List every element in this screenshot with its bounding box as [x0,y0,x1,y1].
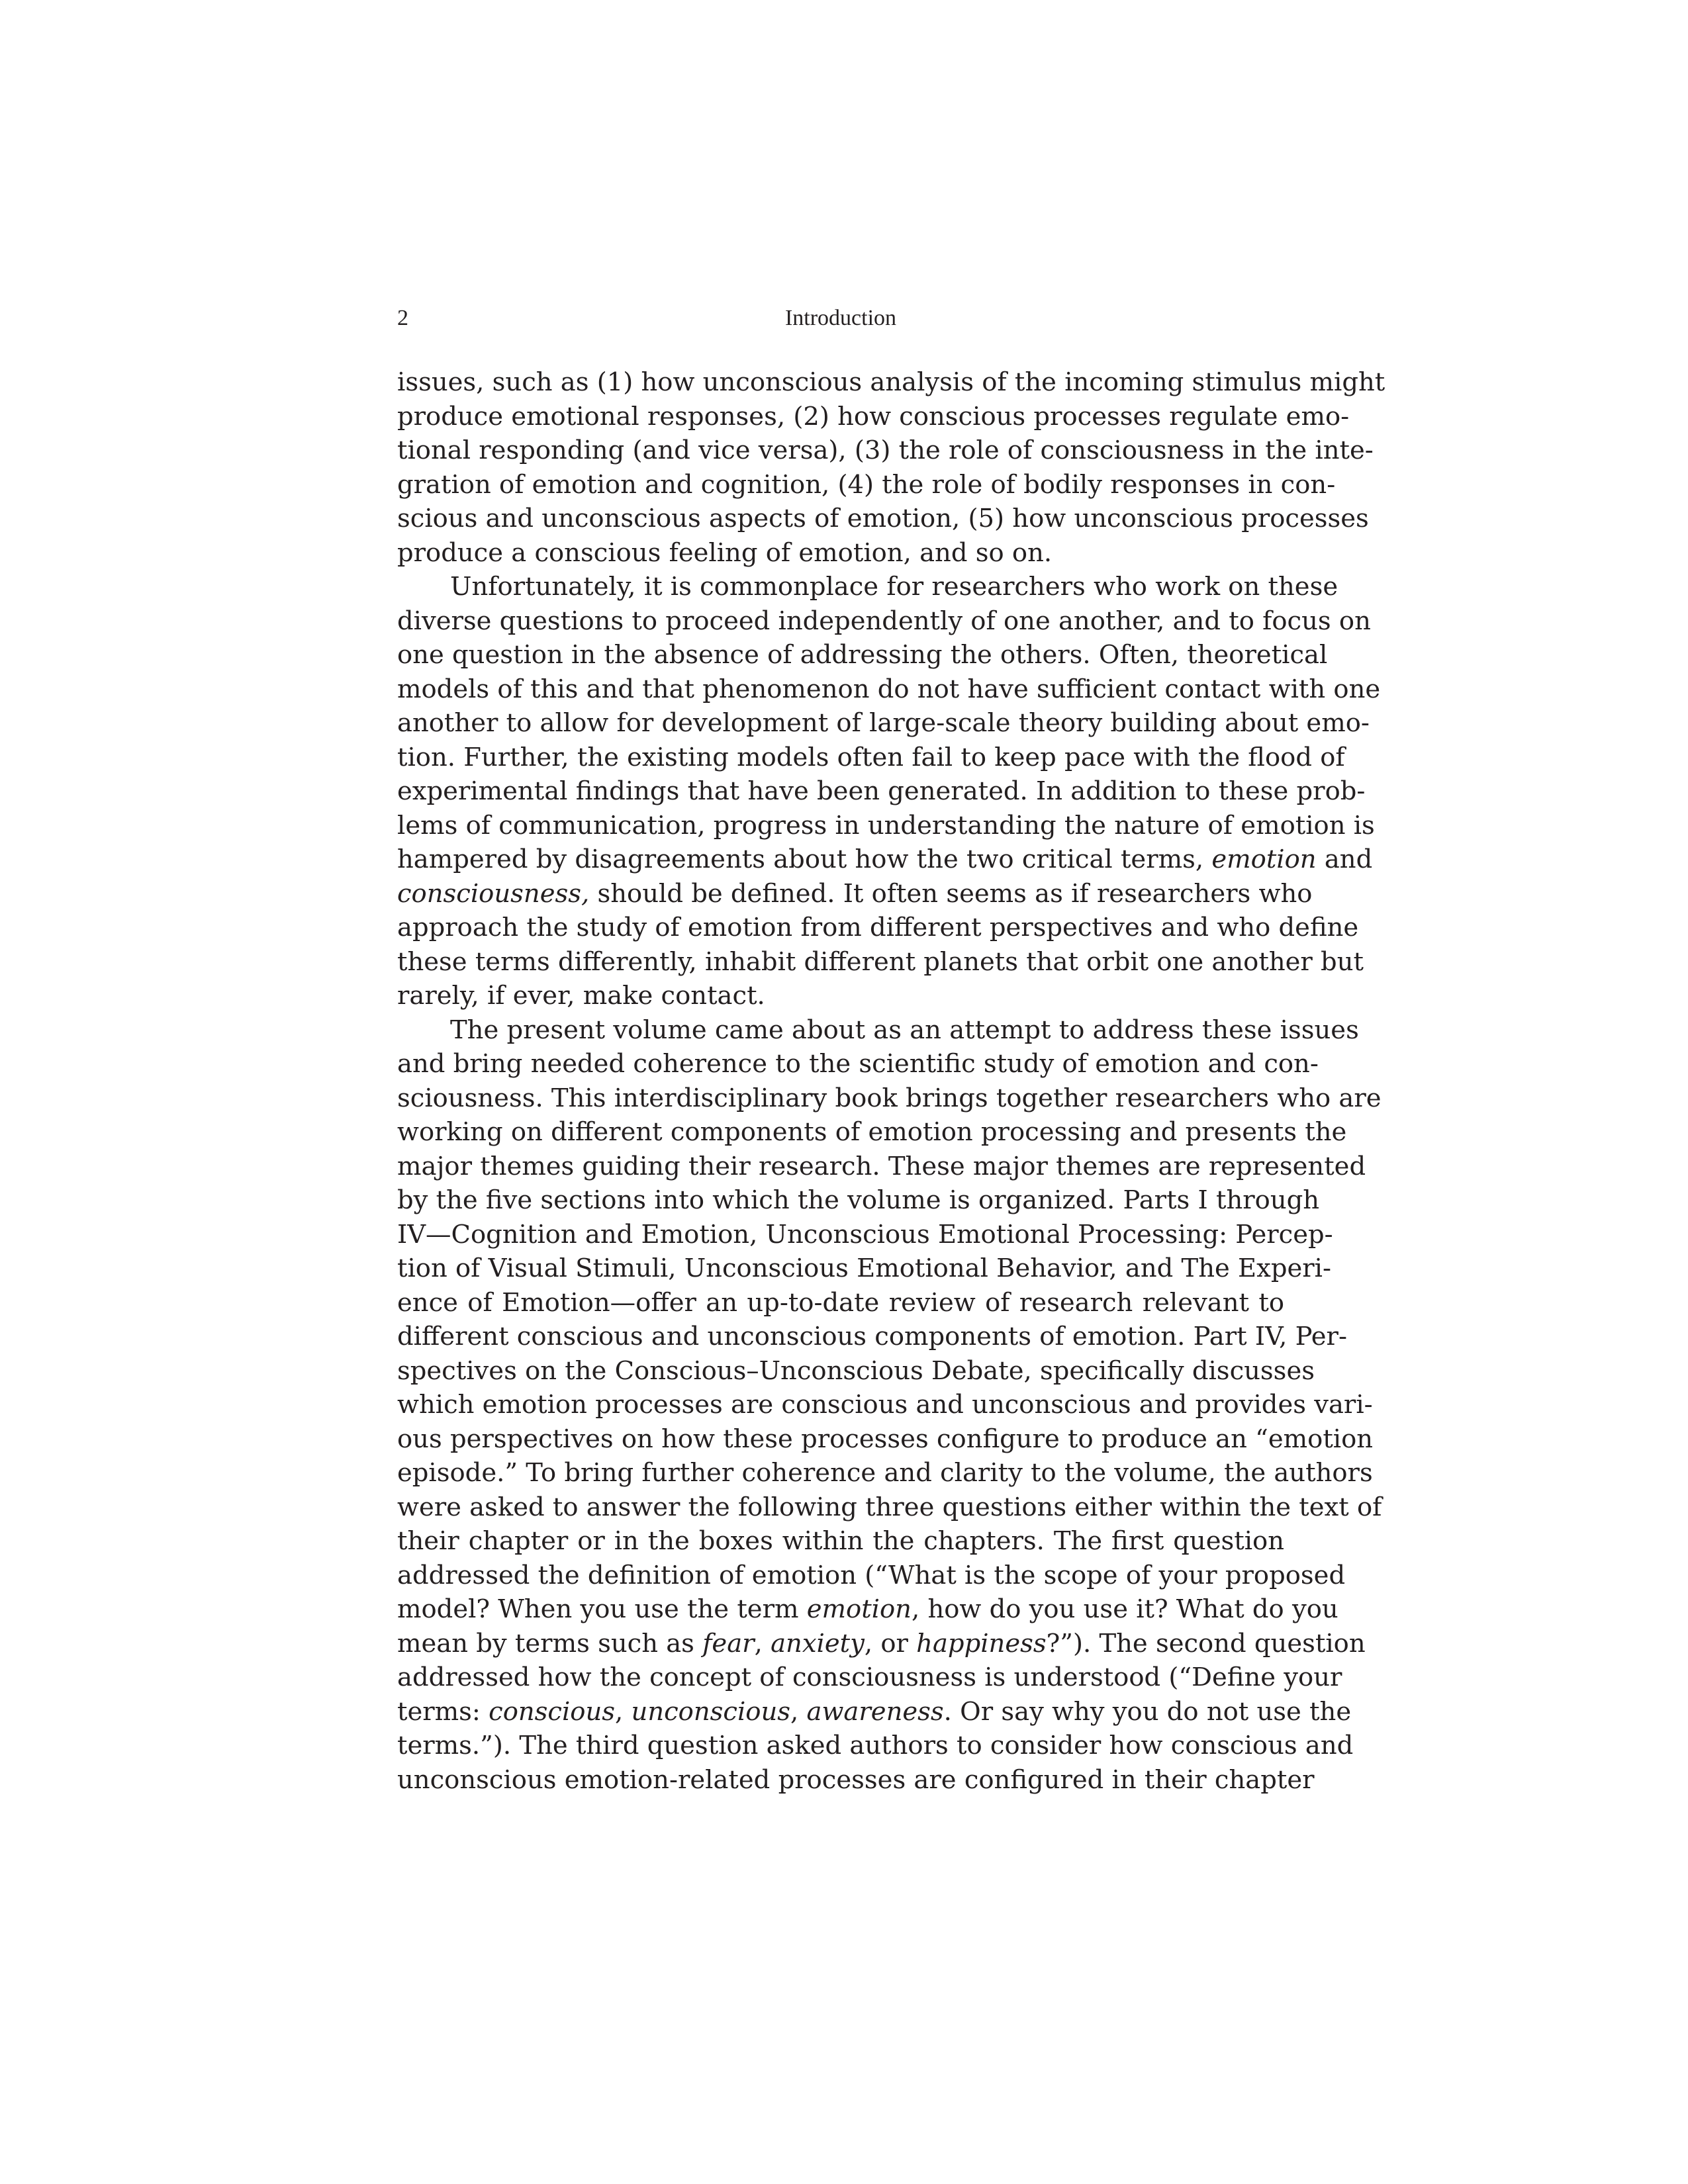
text-line [397,638,1328,672]
italic-term: anxiety [771,1628,865,1659]
text-run: by the five sections into which the volume is organized. Parts I through [397,1185,1320,1215]
text-run: different conscious and unconscious components of emotion. Part IV, Per- [397,1322,1347,1351]
text-line [397,1150,1366,1184]
text-run: terms.”). The third question asked authors to consider how conscious and [397,1731,1354,1760]
text-run: should be defined. It often seems as if researchers who [589,878,1313,909]
italic-term: emotion [1211,844,1317,874]
text-run: sciousness. This interdisciplinary book brings together researchers who are [397,1083,1382,1113]
text-run: ence of Emotion—offer an up-to-date review of research relevant to [397,1287,1284,1318]
text-run: . Or say why you do not use the [943,1696,1352,1727]
text-line [397,1354,1315,1388]
text-line [397,1320,1347,1354]
text-line [397,604,1371,639]
text-line [397,774,1366,809]
text-run: another to allow for development of large-scale theory building about emo- [397,708,1370,738]
text-run: tion of Visual Stimuli, Unconscious Emotional Behavior, and The Experi- [397,1253,1331,1283]
text-line [397,365,1385,400]
text-line [397,809,1375,843]
text-run: , how do you use it? What do you [911,1594,1338,1624]
text-line [397,1081,1382,1116]
text-run: produce a conscious feeling of emotion, and so on. [397,537,1053,568]
text-line [397,706,1370,741]
text-run: , [754,1628,771,1659]
paragraph [397,570,1381,1013]
text-run: rarely, if ever, make contact. [397,981,765,1011]
text-line [397,570,1338,604]
text-run: produce emotional responses, (2) how conscious processes regulate emo- [397,401,1350,432]
text-run: addressed how the concept of consciousness is understood (“Define your [397,1662,1342,1692]
text-run: models of this and that phenomenon do not have sufficient contact with one [397,674,1381,704]
text-line [397,1592,1338,1627]
text-run: experimental findings that have been generated. In addition to these prob- [397,776,1366,806]
text-line [397,945,1364,979]
text-line [397,1218,1333,1252]
italic-term: conscious [489,1696,616,1727]
text-line [397,502,1369,536]
text-run: , [790,1696,807,1727]
paragraph [397,1013,1382,1797]
text-run: IV—Cognition and Emotion, Unconscious Emotional Processing: Percep- [397,1219,1333,1250]
text-line [397,1115,1347,1150]
italic-term: consciousness, [397,878,590,909]
text-run: lems of communication, progress in understanding the nature of emotion is [397,810,1375,841]
text-line [397,877,1313,911]
text-line [397,741,1345,775]
text-run: and [1316,844,1373,874]
text-line [397,1456,1373,1490]
text-run: terms: [397,1696,489,1727]
text-line [397,1047,1319,1081]
text-line [397,672,1381,707]
running-head-title: Introduction [784,306,897,330]
text-line [397,400,1350,434]
text-line [397,1251,1331,1286]
running-head [397,302,1284,335]
text-run: these terms differently, inhabit different planets that orbit one another but [397,946,1364,977]
book-page [397,302,1385,1797]
italic-term: emotion [806,1594,912,1624]
text-line [397,1763,1315,1797]
text-run: hampered by disagreements about how the two critical terms, [397,844,1212,874]
text-run: diverse questions to proceed independently of one another, and to focus on [397,606,1371,636]
text-line [397,1695,1352,1729]
text-run: major themes guiding their research. These major themes are represented [397,1151,1366,1181]
text-run: ous perspectives on how these processes configure to produce an “emotion [397,1424,1374,1454]
text-run: , or [864,1628,917,1659]
text-run: scious and unconscious aspects of emotion, (5) how unconscious processes [397,504,1369,533]
text-line [397,1559,1346,1593]
text-run: mean by terms such as [397,1628,703,1659]
text-line [397,468,1336,502]
text-run: ?”). The second question [1046,1628,1366,1659]
text-line [397,536,1284,570]
text-run: approach the study of emotion from different perspectives and who define [397,913,1359,942]
text-line [397,1524,1284,1559]
text-line [397,1661,1342,1695]
text-run: episode.” To bring further coherence and clarity to the volume, the authors [397,1458,1373,1488]
italic-term: happiness [916,1628,1047,1659]
text-run: and bring needed coherence to the scientific study of emotion and con- [397,1049,1319,1079]
text-run: one question in the absence of addressing the others. Often, theoretical [397,640,1328,670]
text-line [397,1490,1382,1525]
text-run: tion. Further, the existing models often fail to keep pace with the flood of [397,742,1345,772]
text-run: unconscious emotion-related processes are configured in their chapter [397,1764,1315,1795]
text-line [397,1388,1373,1422]
text-run: model? When you use the term [397,1594,807,1624]
text-line [397,1013,1359,1048]
text-line [397,1729,1354,1763]
text-line [397,1422,1374,1457]
text-run: issues, such as (1) how unconscious analysis of the incoming stimulus might [397,367,1385,397]
text-run: The present volume came about as an attempt to address these issues [450,1015,1359,1045]
text-run: their chapter or in the boxes within the chapters. The first question [397,1526,1284,1556]
text-line [397,1627,1366,1661]
text-run: working on different components of emotion processing and presents the [397,1117,1347,1147]
text-line [397,1286,1284,1320]
italic-term: unconscious [631,1696,791,1727]
text-run: , [615,1696,632,1727]
text-run: gration of emotion and cognition, (4) the role of bodily responses in con- [397,469,1336,500]
text-run: were asked to answer the following three questions either within the text of [397,1492,1382,1522]
page-number: 2 [397,306,408,330]
text-run: tional responding (and vice versa), (3) the role of consciousness in the inte- [397,435,1374,465]
italic-term: fear [702,1628,755,1659]
text-line [397,842,1373,877]
text-line [397,1183,1320,1218]
text-line [397,433,1374,468]
body-text [397,365,1385,1797]
paragraph [397,365,1385,570]
text-run: addressed the definition of emotion (“What is the scope of your proposed [397,1560,1346,1590]
text-run: Unfortunately, it is commonplace for researchers who work on these [450,572,1338,602]
italic-term: awareness [806,1696,944,1727]
text-line [397,979,1284,1013]
text-run: spectives on the Conscious–Unconscious Debate, specifically discusses [397,1355,1315,1386]
text-line [397,911,1359,945]
text-run: which emotion processes are conscious and unconscious and provides vari- [397,1390,1373,1420]
